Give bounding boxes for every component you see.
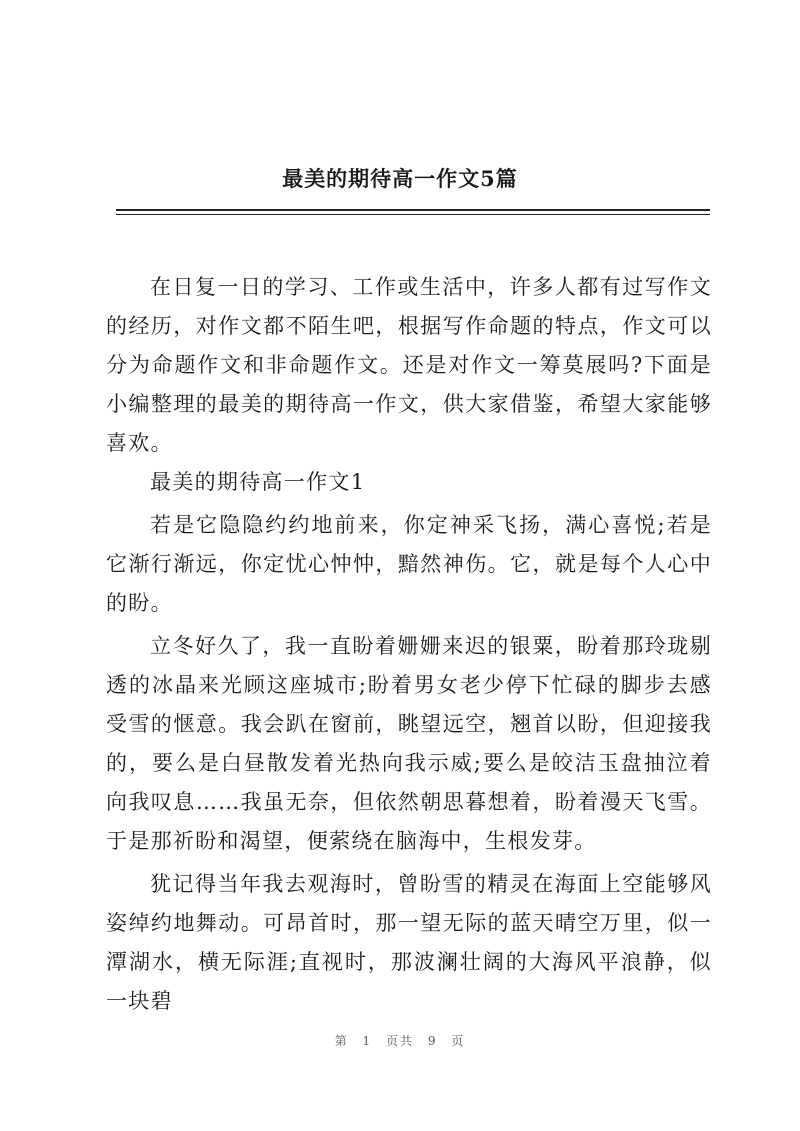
body-paragraph-3: 犹记得当年我去观海时，曾盼雪的精灵在海面上空能够风姿绰约地舞动。可昂首时，那一望无际的蓝天晴空万里，似一潭湖水，横无际涯;直视时，那波澜壮阔的大海风平浪静，似一块碧 bbox=[106, 872, 712, 1013]
document-title: 最美的期待高一作文5篇 bbox=[282, 166, 518, 191]
section-heading: 最美的期待高一作文1 bbox=[150, 470, 366, 494]
body-paragraph-2: 立冬好久了，我一直盼着姗姗来迟的银粟，盼着那玲珑剔透的冰晶来光顾这座城市;盼着男女老少停下忙碌的脚步去感受雪的惬意。我会趴在窗前，眺望远空，翘首以盼，但迎接我的，要么是白昼散发着光热向我示威;要么是皎洁玉盘抽泣着向我叹息……我虽无奈，但依然朝思暮想着，盼着漫天飞雪。于是那祈盼和渴望，便萦绕在脑海中，生根发芽。 bbox=[106, 634, 712, 853]
title-divider bbox=[116, 209, 710, 211]
title-divider-thin bbox=[116, 214, 710, 215]
body-paragraph-1: 若是它隐隐约约地前来，你定神采飞扬，满心喜悦;若是它渐行渐远，你定忧心忡忡，黯然神伤。它，就是每个人心中的盼。 bbox=[106, 513, 712, 615]
document-body bbox=[106, 268, 712, 1021]
intro-paragraph: 在日复一日的学习、工作或生活中，许多人都有过写作文的经历，对作文都不陌生吧，根据写作命题的特点，作文可以分为命题作文和非命题作文。还是对作文一筹莫展吗?下面是小编整理的最美的期待高一作文，供大家借鉴，希望大家能够喜欢。 bbox=[106, 275, 712, 455]
page-number-footer: 第 1 页共 9 页 bbox=[334, 1034, 466, 1048]
